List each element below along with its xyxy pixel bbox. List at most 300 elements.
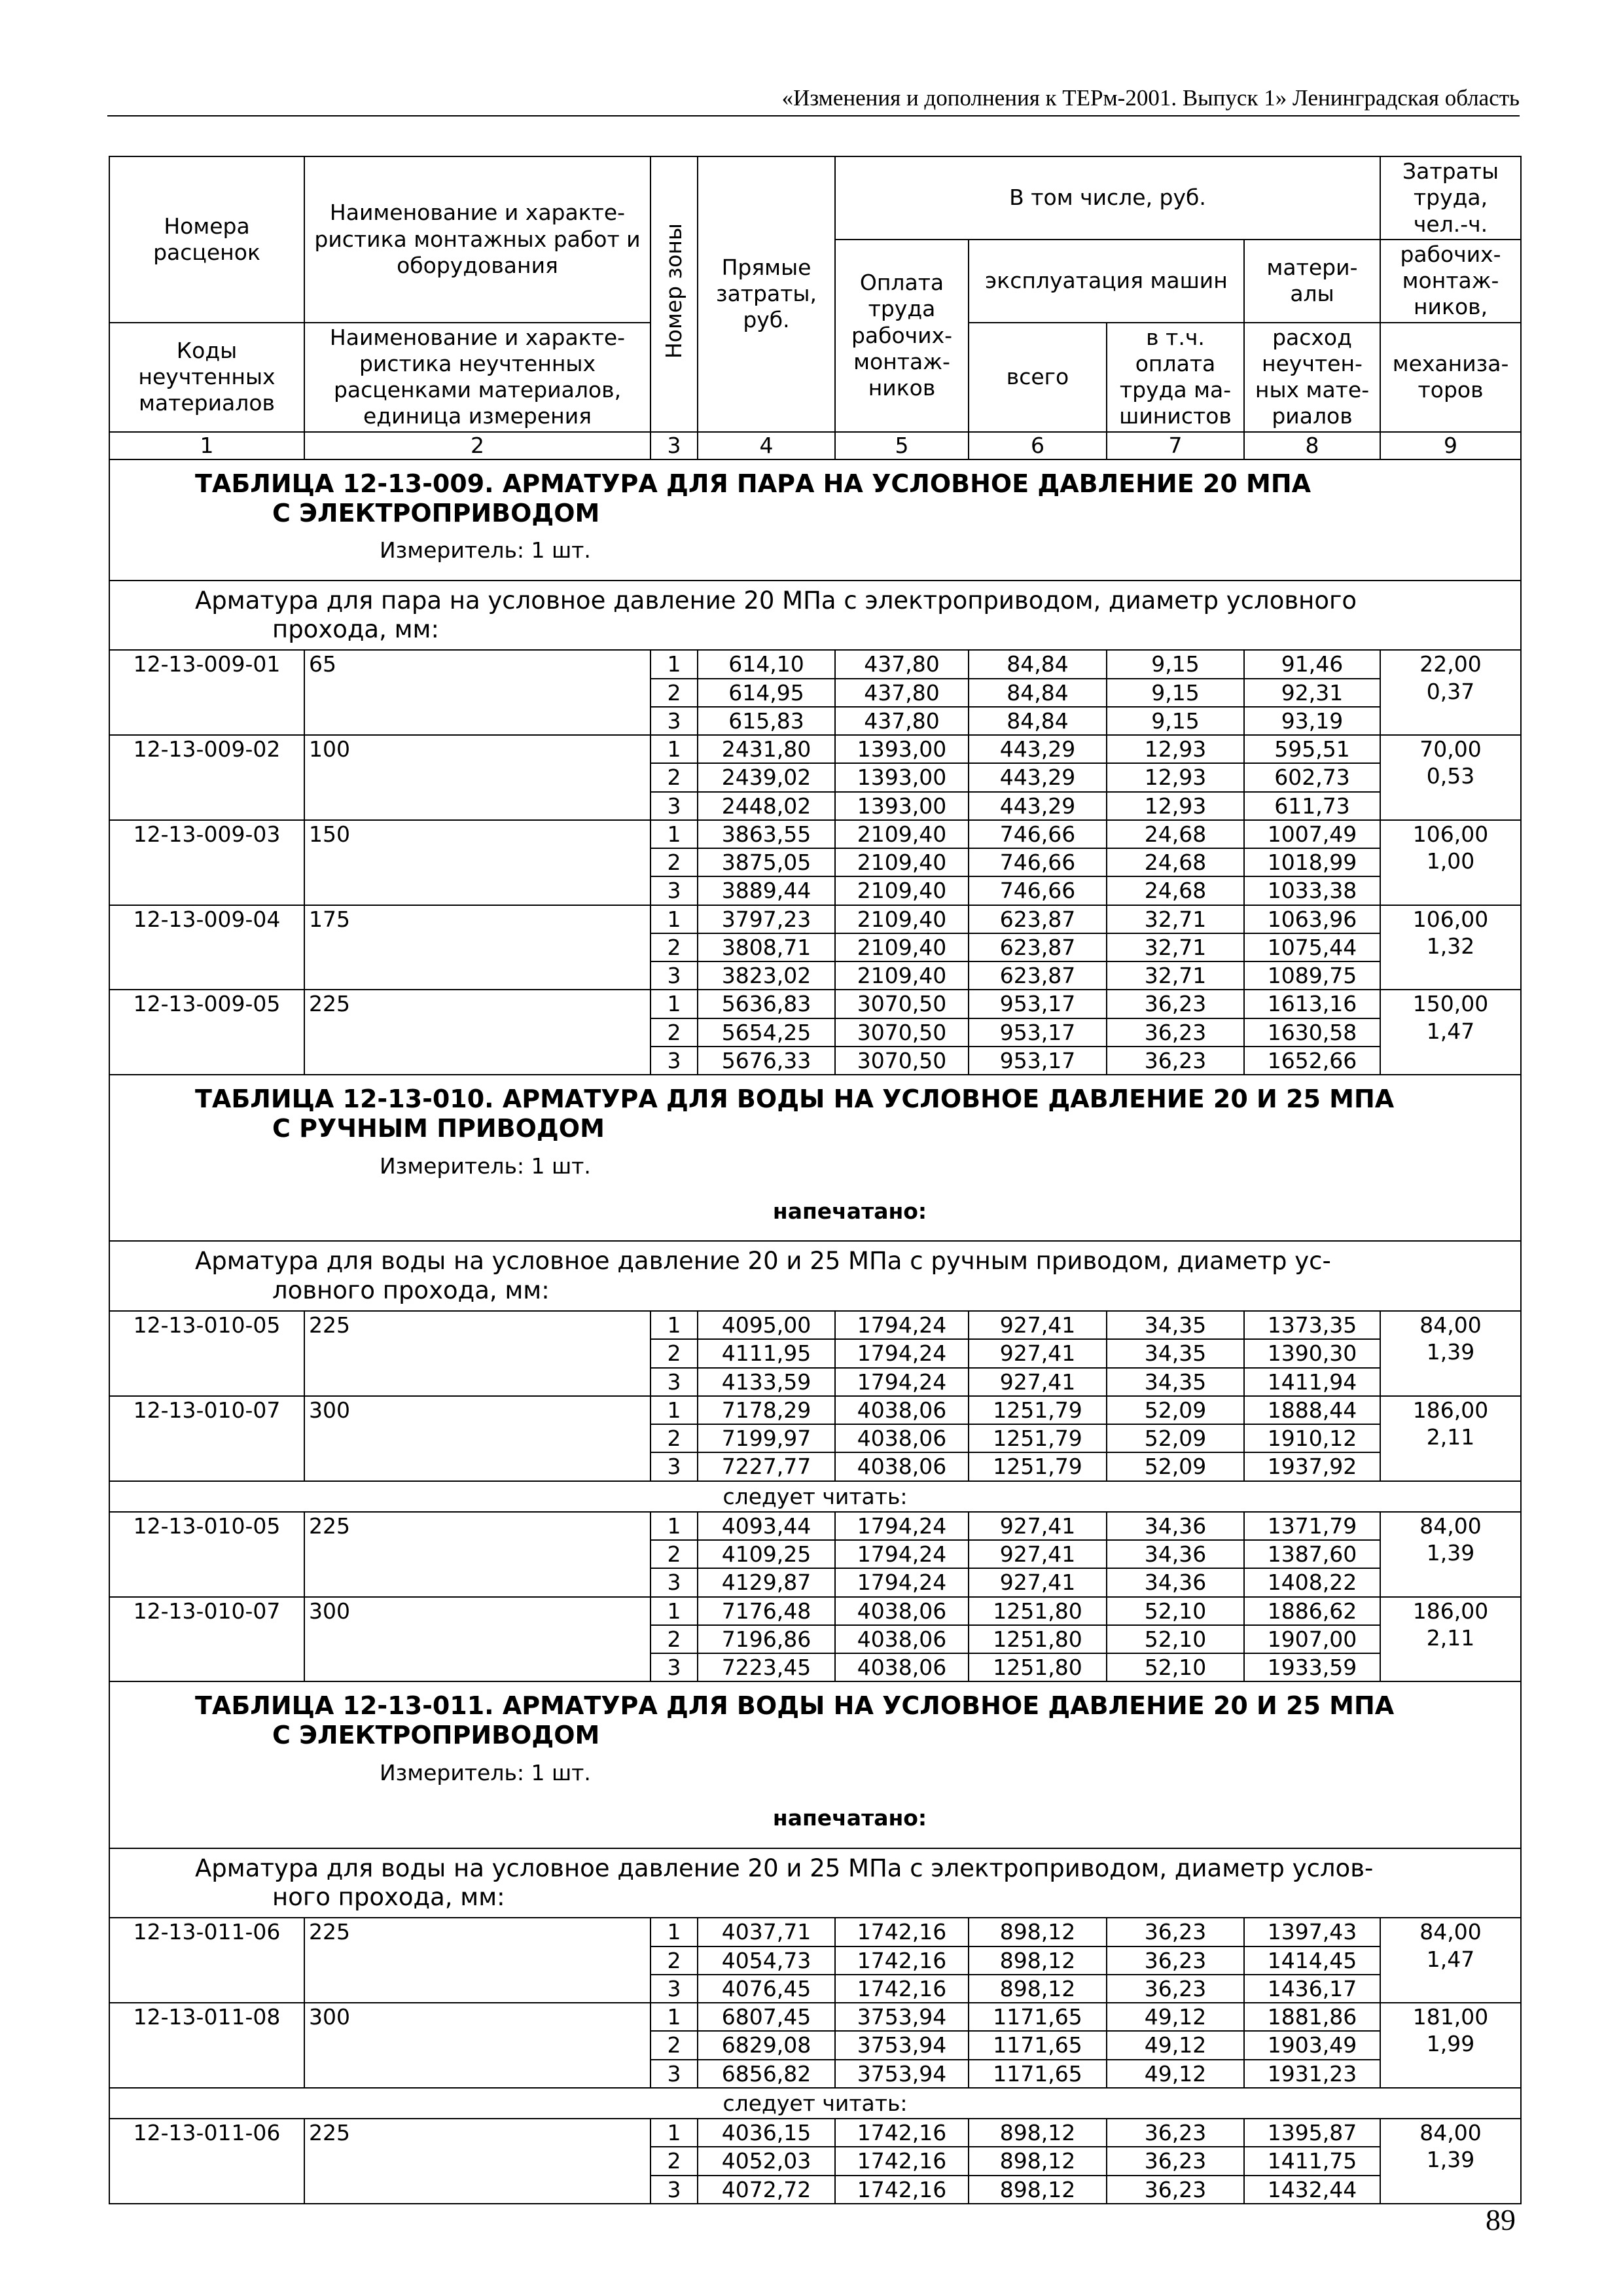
machines-total-cell: 1251,80 [969,1653,1107,1681]
labor-costs-cell [1380,1512,1521,1597]
measure-unit: Измеритель: 1 шт. [380,537,591,564]
zone-cell: 3 [651,961,698,990]
labor-costs-cell [1380,905,1521,990]
machinist-pay-cell: 36,23 [1107,1946,1244,1975]
zone-cell: 1 [651,735,698,763]
machinist-pay-cell: 32,71 [1107,961,1244,990]
machines-total-cell: 898,12 [969,2176,1107,2204]
machines-total-cell: 927,41 [969,1540,1107,1568]
mechanics-labor-value: 1,47 [1426,1018,1475,1044]
direct-costs-cell: 6856,82 [698,2060,835,2088]
rate-code: 12-13-010-05 [109,1311,304,1396]
materials-cell: 1390,30 [1244,1339,1380,1367]
table-row [109,1396,1521,1424]
table-row [109,820,1521,848]
machines-total-cell: 953,17 [969,1047,1107,1075]
printed-label: напечатано: [772,1198,927,1225]
machines-total-cell: 623,87 [969,961,1107,990]
rate-code: 12-13-010-07 [109,1597,304,1682]
zone-cell: 3 [651,1653,698,1681]
machinist-pay-cell: 12,93 [1107,735,1244,763]
worker-pay-cell: 3070,50 [835,1018,969,1047]
machines-total-cell: 927,41 [969,1311,1107,1339]
table-row [109,1512,1521,1540]
worker-pay-cell: 1794,24 [835,1339,969,1367]
materials-cell: 1018,99 [1244,848,1380,876]
section-header [109,1075,1521,1241]
materials-cell: 1089,75 [1244,961,1380,990]
direct-costs-cell: 4133,59 [698,1368,835,1396]
machines-total-cell: 1251,79 [969,1452,1107,1480]
machines-total-header: всего [969,323,1107,432]
machinist-pay-cell: 34,35 [1107,1311,1244,1339]
measure-unit: Измеритель: 1 шт. [380,1153,591,1179]
direct-costs-cell: 5676,33 [698,1047,835,1075]
col-material-codes-header: Коды неучтенных материалов [109,323,304,432]
materials-cell: 1373,35 [1244,1311,1380,1339]
machinist-pay-cell: 9,15 [1107,679,1244,707]
section-title: ТАБЛИЦА 12-13-011. АРМАТУРА ДЛЯ ВОДЫ НА УСЛОВНОЕ ДАВЛЕНИЕ 20 И 25 МПА С ЭЛЕКТРОПРИВОДОМ [195,1691,1395,1750]
mechanics-labor-value: 1,32 [1426,933,1475,959]
machinist-pay-cell: 34,35 [1107,1339,1244,1367]
worker-pay-cell: 4038,06 [835,1452,969,1480]
machinist-pay-cell: 9,15 [1107,707,1244,735]
materials-cell: 1397,43 [1244,1918,1380,1946]
machines-total-cell: 927,41 [969,1368,1107,1396]
machines-total-cell: 443,29 [969,735,1107,763]
read-as-row [109,2088,1521,2119]
col-material-name-header: Наименование и характе-ристика неучтенных расценками материалов, единица измерения [304,323,651,432]
direct-costs-cell: 2439,02 [698,763,835,791]
rate-name: 150 [304,820,651,905]
table-row [109,1597,1521,1625]
mechanics-labor-value: 1,99 [1426,2031,1475,2057]
zone-cell: 2 [651,1540,698,1568]
printed-label: напечатано: [772,1805,927,1831]
materials-cell: 1886,62 [1244,1597,1380,1625]
zone-cell: 1 [651,2003,698,2031]
machinist-pay-cell: 36,23 [1107,2147,1244,2175]
direct-costs-cell: 614,10 [698,650,835,678]
machine-operation-header: эксплуатация машин [969,240,1244,323]
materials-cell: 1931,23 [1244,2060,1380,2088]
rate-block [109,2119,1521,2204]
materials-cell: 1652,66 [1244,1047,1380,1075]
machines-total-cell: 84,84 [969,679,1107,707]
col-zone-header [651,156,698,432]
worker-pay-cell: 3753,94 [835,2060,969,2088]
direct-costs-cell: 5636,83 [698,990,835,1018]
rate-code: 12-13-011-08 [109,2003,304,2088]
worker-pay-cell: 2109,40 [835,848,969,876]
worker-pay-cell: 3070,50 [835,990,969,1018]
zone-cell: 2 [651,1339,698,1367]
machinist-pay-cell: 36,23 [1107,1047,1244,1075]
table-row [109,905,1521,933]
machines-total-cell: 1251,79 [969,1424,1107,1452]
rate-code: 12-13-009-05 [109,990,304,1075]
direct-costs-cell: 4036,15 [698,2119,835,2147]
labor-costs-cell [1380,2003,1521,2088]
machinist-pay-cell: 52,10 [1107,1653,1244,1681]
table-row [109,990,1521,1018]
machinist-pay-cell: 36,23 [1107,2119,1244,2147]
worker-labor-value: 186,00 [1412,1598,1489,1624]
direct-costs-cell: 4109,25 [698,1540,835,1568]
zone-cell: 2 [651,1424,698,1452]
materials-cell: 1033,38 [1244,876,1380,905]
including-header: В том числе, руб. [835,156,1380,240]
worker-labor-value: 106,00 [1412,821,1489,847]
direct-costs-cell: 7178,29 [698,1396,835,1424]
worker-labor-value: 84,00 [1419,1919,1482,1945]
worker-pay-cell: 3753,94 [835,2003,969,2031]
machinist-pay-cell: 52,10 [1107,1625,1244,1653]
machinist-pay-cell: 34,35 [1107,1368,1244,1396]
materials-cell: 595,51 [1244,735,1380,763]
machinist-pay-cell: 49,12 [1107,2060,1244,2088]
group-header: Арматура для воды на условное давление 20 и 25 МПа с электроприводом, диаметр услов- ного прохода, мм: [109,1848,1521,1918]
zone-cell: 3 [651,1368,698,1396]
rate-name: 300 [304,1597,651,1682]
materials-cell: 1075,44 [1244,933,1380,961]
rate-block [109,1512,1521,1682]
rate-code: 12-13-009-01 [109,650,304,735]
worker-labor-value: 84,00 [1419,1513,1482,1539]
machinist-pay-cell: 36,23 [1107,1975,1244,2003]
worker-pay-cell: 1794,24 [835,1368,969,1396]
machinist-pay-cell: 32,71 [1107,905,1244,933]
materials-cell: 1910,12 [1244,1424,1380,1452]
direct-costs-cell: 4054,73 [698,1946,835,1975]
section-title: ТАБЛИЦА 12-13-010. АРМАТУРА ДЛЯ ВОДЫ НА УСЛОВНОЕ ДАВЛЕНИЕ 20 И 25 МПА С РУЧНЫМ ПРИВОДОМ [195,1085,1395,1143]
materials-cell: 1933,59 [1244,1653,1380,1681]
table-row [109,735,1521,763]
worker-pay-cell: 3753,94 [835,2031,969,2059]
machines-total-cell: 1251,80 [969,1597,1107,1625]
machines-total-cell: 1171,65 [969,2031,1107,2059]
direct-costs-cell: 3889,44 [698,876,835,905]
section-header [109,459,1521,581]
table-row [109,650,1521,678]
machines-total-cell: 1251,79 [969,1396,1107,1424]
rate-code: 12-13-009-02 [109,735,304,820]
materials-cell: 1414,45 [1244,1946,1380,1975]
section-12-13-009 [109,459,1521,651]
direct-costs-cell: 615,83 [698,707,835,735]
worker-pay-cell: 2109,40 [835,933,969,961]
col-number: 6 [969,432,1107,459]
rates-table [109,156,1522,2204]
machinist-pay-cell: 24,68 [1107,820,1244,848]
machines-total-cell: 84,84 [969,650,1107,678]
zone-cell: 3 [651,2176,698,2204]
machines-total-cell: 898,12 [969,1918,1107,1946]
direct-costs-cell: 7176,48 [698,1597,835,1625]
machinist-pay-cell: 52,09 [1107,1452,1244,1480]
worker-pay-cell: 1742,16 [835,1975,969,2003]
materials-cell: 602,73 [1244,763,1380,791]
machines-total-cell: 623,87 [969,905,1107,933]
table-row [109,2003,1521,2031]
machinist-pay-cell: 24,68 [1107,848,1244,876]
machinist-pay-cell: 52,09 [1107,1396,1244,1424]
table-row [109,2119,1521,2147]
mechanics-labor-value: 1,39 [1426,1540,1475,1566]
rate-block [109,1918,1521,2088]
direct-costs-cell: 4076,45 [698,1975,835,2003]
col-number: 1 [109,432,304,459]
col-worker-pay-header: Оплата труда рабочих-монтаж-ников [835,240,969,432]
worker-pay-cell: 4038,06 [835,1653,969,1681]
direct-costs-cell: 3875,05 [698,848,835,876]
materials-cell: 1432,44 [1244,2176,1380,2204]
worker-pay-cell: 1794,24 [835,1540,969,1568]
machines-total-cell: 746,66 [969,848,1107,876]
machinist-pay-cell: 49,12 [1107,2031,1244,2059]
worker-labor-header: рабочих-монтаж-ников, [1380,240,1521,323]
direct-costs-cell: 5654,25 [698,1018,835,1047]
materials-cell: 1411,75 [1244,2147,1380,2175]
worker-pay-cell: 1393,00 [835,763,969,791]
machinist-pay-cell: 36,23 [1107,1918,1244,1946]
rate-code: 12-13-011-06 [109,1918,304,2003]
worker-pay-cell: 4038,06 [835,1424,969,1452]
machines-total-cell: 443,29 [969,792,1107,820]
worker-pay-cell: 2109,40 [835,905,969,933]
machines-total-cell: 927,41 [969,1512,1107,1540]
machinist-pay-cell: 9,15 [1107,650,1244,678]
machinist-pay-cell: 32,71 [1107,933,1244,961]
worker-pay-cell: 437,80 [835,679,969,707]
direct-costs-cell: 7196,86 [698,1625,835,1653]
machines-total-cell: 1251,80 [969,1625,1107,1653]
col-number: 7 [1107,432,1244,459]
materials-cell: 93,19 [1244,707,1380,735]
rate-name: 225 [304,1311,651,1396]
materials-cell: 1436,17 [1244,1975,1380,2003]
col-number: 4 [698,432,835,459]
materials-cell: 1903,49 [1244,2031,1380,2059]
zone-cell: 3 [651,2060,698,2088]
materials-cell: 91,46 [1244,650,1380,678]
zone-cell: 2 [651,1946,698,1975]
should-read-label: следует читать: [109,1481,1521,1512]
materials-cell: 1881,86 [1244,2003,1380,2031]
col-number: 9 [1380,432,1521,459]
col-number: 2 [304,432,651,459]
machinist-pay-cell: 52,09 [1107,1424,1244,1452]
direct-costs-cell: 4072,72 [698,2176,835,2204]
mechanics-labor-value: 1,39 [1426,1339,1475,1365]
rate-block [109,650,1521,1075]
rate-code: 12-13-011-06 [109,2119,304,2204]
worker-pay-cell: 1393,00 [835,792,969,820]
rate-name: 300 [304,2003,651,2088]
direct-costs-cell: 7199,97 [698,1424,835,1452]
mechanics-labor-value: 1,00 [1426,848,1475,874]
labor-costs-cell [1380,990,1521,1075]
worker-labor-value: 22,00 [1419,651,1482,677]
machines-total-cell: 927,41 [969,1339,1107,1367]
section-12-13-011 [109,1681,1521,1918]
direct-costs-cell: 4093,44 [698,1512,835,1540]
rate-name: 225 [304,1512,651,1597]
machinist-pay-cell: 52,10 [1107,1597,1244,1625]
machinist-pay-header: в т.ч. оплата труда ма-шинистов [1107,323,1244,432]
worker-pay-cell: 437,80 [835,707,969,735]
worker-labor-value: 70,00 [1419,736,1482,762]
worker-pay-cell: 4038,06 [835,1625,969,1653]
machines-total-cell: 443,29 [969,763,1107,791]
machines-total-cell: 623,87 [969,933,1107,961]
zone-cell: 3 [651,1975,698,2003]
machines-total-cell: 746,66 [969,876,1107,905]
zone-cell: 1 [651,820,698,848]
worker-pay-cell: 437,80 [835,650,969,678]
worker-labor-value: 84,00 [1419,2120,1482,2146]
direct-costs-cell: 7227,77 [698,1452,835,1480]
rate-code: 12-13-010-07 [109,1396,304,1481]
zone-cell: 3 [651,1047,698,1075]
zone-cell: 2 [651,1018,698,1047]
zone-cell: 3 [651,707,698,735]
col-number: 5 [835,432,969,459]
machinist-pay-cell: 36,23 [1107,1018,1244,1047]
machines-total-cell: 953,17 [969,1018,1107,1047]
machines-total-cell: 1171,65 [969,2060,1107,2088]
worker-pay-cell: 2109,40 [835,820,969,848]
labor-costs-cell [1380,735,1521,820]
worker-labor-value: 106,00 [1412,906,1489,932]
direct-costs-cell: 614,95 [698,679,835,707]
zone-cell: 3 [651,876,698,905]
worker-pay-cell: 4038,06 [835,1396,969,1424]
rate-name: 225 [304,990,651,1075]
labor-costs-cell [1380,2119,1521,2204]
unaccounted-materials-header: расход неучтен-ных мате-риалов [1244,323,1380,432]
direct-costs-cell: 4129,87 [698,1568,835,1596]
labor-costs-cell [1380,1311,1521,1396]
worker-labor-value: 84,00 [1419,1312,1482,1338]
materials-cell: 1630,58 [1244,1018,1380,1047]
zone-cell: 1 [651,1597,698,1625]
section-title: ТАБЛИЦА 12-13-009. АРМАТУРА ДЛЯ ПАРА НА УСЛОВНОЕ ДАВЛЕНИЕ 20 МПА С ЭЛЕКТРОПРИВОДОМ [195,469,1311,528]
worker-pay-cell: 1794,24 [835,1512,969,1540]
machinist-pay-cell: 34,36 [1107,1568,1244,1596]
machinist-pay-cell: 24,68 [1107,876,1244,905]
zone-cell: 3 [651,1452,698,1480]
rate-code: 12-13-009-03 [109,820,304,905]
machines-total-cell: 953,17 [969,990,1107,1018]
zone-cell: 1 [651,2119,698,2147]
materials-cell: 1408,22 [1244,1568,1380,1596]
materials-cell: 1395,87 [1244,2119,1380,2147]
materials-cell: 1907,00 [1244,1625,1380,1653]
direct-costs-cell: 4111,95 [698,1339,835,1367]
machinist-pay-cell: 12,93 [1107,792,1244,820]
machines-total-cell: 898,12 [969,2119,1107,2147]
machinist-pay-cell: 34,36 [1107,1512,1244,1540]
section-header [109,1681,1521,1848]
labor-costs-cell [1380,820,1521,905]
mechanics-labor-value: 0,37 [1426,678,1475,704]
direct-costs-cell: 7223,45 [698,1653,835,1681]
direct-costs-cell: 6829,08 [698,2031,835,2059]
direct-costs-cell: 3797,23 [698,905,835,933]
worker-pay-cell: 1742,16 [835,2147,969,2175]
zone-cell: 3 [651,1568,698,1596]
worker-pay-cell: 1794,24 [835,1311,969,1339]
mechanics-labor-value: 1,47 [1426,1946,1475,1972]
machines-total-cell: 927,41 [969,1568,1107,1596]
direct-costs-cell: 4095,00 [698,1311,835,1339]
section-12-13-010 [109,1075,1521,1311]
machines-total-cell: 84,84 [969,707,1107,735]
machines-total-cell: 898,12 [969,1946,1107,1975]
zone-cell: 2 [651,2031,698,2059]
mechanics-labor-value: 1,39 [1426,2147,1475,2173]
labor-costs-cell [1380,1396,1521,1481]
zone-cell: 1 [651,650,698,678]
machines-total-cell: 898,12 [969,1975,1107,2003]
machinist-pay-cell: 49,12 [1107,2003,1244,2031]
zone-cell: 2 [651,848,698,876]
direct-costs-cell: 2431,80 [698,735,835,763]
rate-name: 225 [304,2119,651,2204]
direct-costs-cell: 3863,55 [698,820,835,848]
worker-pay-cell: 1742,16 [835,1918,969,1946]
col-work-name-header: Наименование и характе-ристика монтажных работ и оборудования [304,156,651,323]
materials-cell: 1387,60 [1244,1540,1380,1568]
zone-cell: 2 [651,679,698,707]
materials-header: матери-алы [1244,240,1380,323]
col-number: 8 [1244,432,1380,459]
worker-pay-cell: 3070,50 [835,1047,969,1075]
rate-name: 175 [304,905,651,990]
worker-pay-cell: 4038,06 [835,1597,969,1625]
direct-costs-cell: 4052,03 [698,2147,835,2175]
worker-pay-cell: 1742,16 [835,1946,969,1975]
running-header: «Изменения и дополнения к ТЕРм-2001. Выпуск 1» Ленинградская область [107,85,1520,117]
worker-labor-value: 181,00 [1412,2004,1489,2030]
materials-cell: 1613,16 [1244,990,1380,1018]
machines-total-cell: 746,66 [969,820,1107,848]
labor-costs-cell [1380,650,1521,735]
machinist-pay-cell: 36,23 [1107,990,1244,1018]
worker-pay-cell: 1794,24 [835,1568,969,1596]
mechanics-labor-value: 0,53 [1426,763,1475,789]
materials-cell: 1063,96 [1244,905,1380,933]
zone-cell: 2 [651,1625,698,1653]
materials-cell: 1888,44 [1244,1396,1380,1424]
materials-cell: 1007,49 [1244,820,1380,848]
zone-header-text: Номер зоны [660,223,687,359]
worker-labor-value: 150,00 [1412,991,1489,1017]
col-number: 3 [651,432,698,459]
zone-cell: 1 [651,905,698,933]
rate-name: 300 [304,1396,651,1481]
rate-name: 225 [304,1918,651,2003]
worker-pay-cell: 1742,16 [835,2119,969,2147]
table-row [109,1311,1521,1339]
zone-cell: 2 [651,933,698,961]
col-rate-numbers-header: Номера расценок [109,156,304,323]
rate-block [109,1311,1521,1481]
zone-cell: 1 [651,1918,698,1946]
group-header: Арматура для воды на условное давление 20 и 25 МПа с ручным приводом, диаметр ус- ловного прохода, мм: [109,1241,1521,1311]
machinist-pay-cell: 34,36 [1107,1540,1244,1568]
